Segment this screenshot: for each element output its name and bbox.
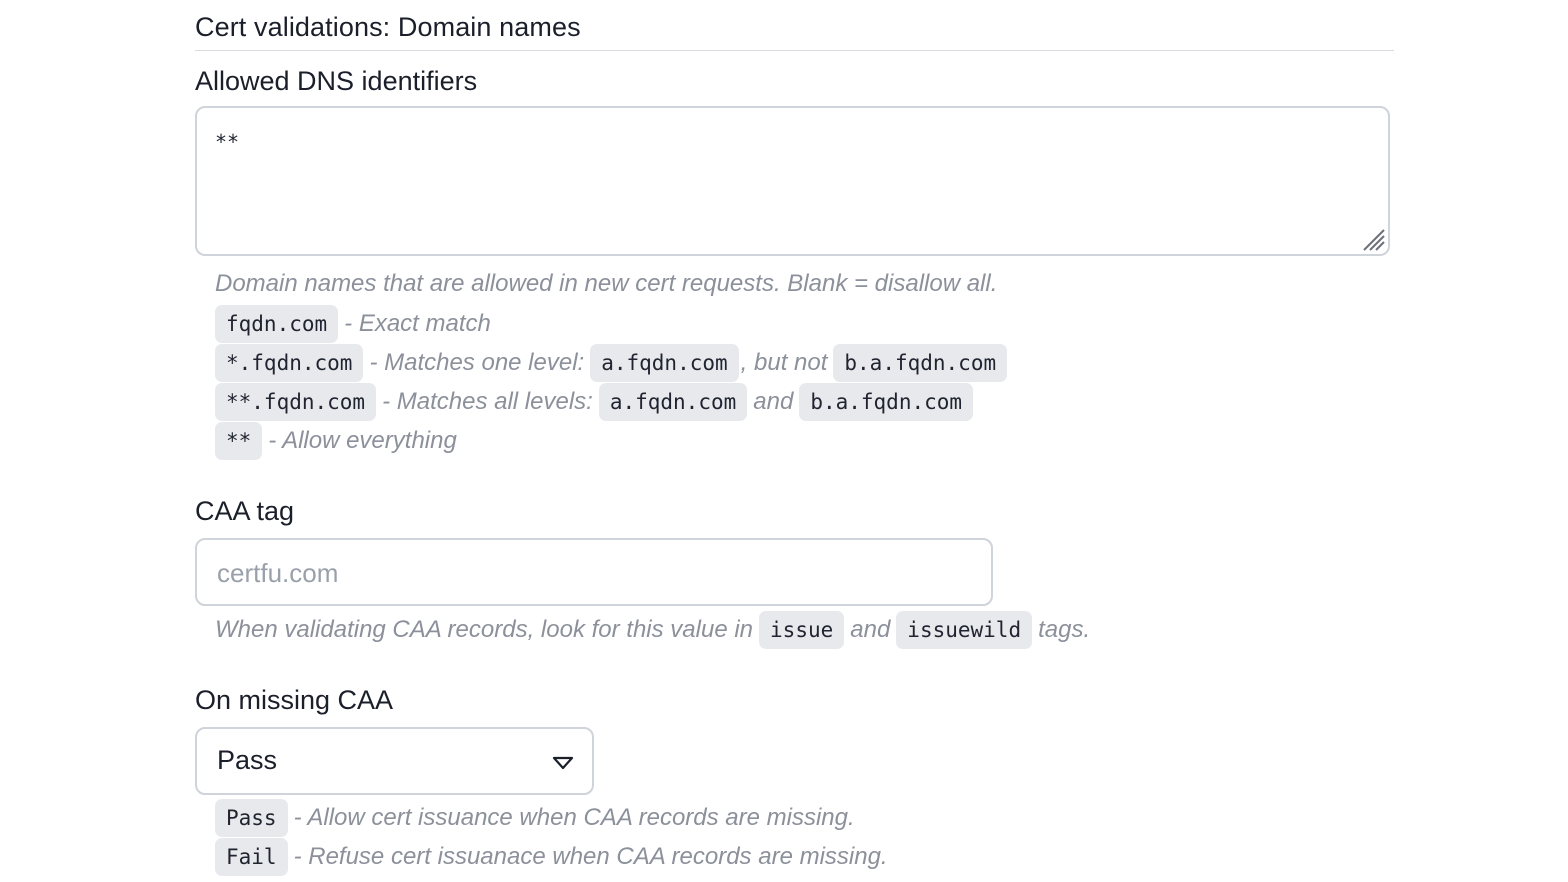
code-snippet: Fail xyxy=(215,838,288,876)
example-desc: - Matches all levels: xyxy=(382,388,593,415)
resize-handle-icon[interactable] xyxy=(1358,224,1386,252)
missing-caa-label: On missing CAA xyxy=(195,685,394,715)
section-divider xyxy=(195,50,1394,51)
option-desc: - Refuse cert issuanace when CAA records are missing. xyxy=(293,843,888,870)
example-desc: - Allow everything xyxy=(268,427,457,454)
example-desc: - Exact match xyxy=(344,310,491,337)
code-snippet: *.fqdn.com xyxy=(215,344,363,382)
caa-tag-input[interactable] xyxy=(215,540,979,606)
code-snippet: issue xyxy=(759,611,844,649)
code-snippet: b.a.fqdn.com xyxy=(799,383,973,421)
caa-help-text: and xyxy=(850,616,891,643)
code-snippet: issuewild xyxy=(896,611,1032,649)
code-snippet: ** xyxy=(215,422,262,460)
missing-caa-option-help xyxy=(215,838,894,876)
code-snippet: a.fqdn.com xyxy=(599,383,747,421)
code-snippet: Pass xyxy=(215,799,288,837)
missing-caa-selected-value: Pass xyxy=(217,745,278,775)
caa-help-row xyxy=(215,611,1096,649)
missing-caa-select[interactable] xyxy=(195,727,594,795)
dns-example-row xyxy=(215,383,973,421)
dns-identifiers-label: Allowed DNS identifiers xyxy=(195,66,478,96)
caa-help-text: When validating CAA records, look for this value in xyxy=(215,616,754,643)
caa-tag-field[interactable] xyxy=(195,538,993,606)
example-desc: , but not xyxy=(740,349,828,376)
option-desc: - Allow cert issuance when CAA records are missing. xyxy=(293,804,855,831)
missing-caa-option-help xyxy=(215,799,861,837)
example-desc: and xyxy=(753,388,794,415)
dns-identifiers-textarea[interactable] xyxy=(195,106,1390,256)
code-snippet: a.fqdn.com xyxy=(590,344,738,382)
caa-help-text: tags. xyxy=(1038,616,1091,643)
caa-tag-label: CAA tag xyxy=(195,496,295,526)
section-title: Cert validations: Domain names xyxy=(195,12,581,42)
code-snippet: **.fqdn.com xyxy=(215,383,376,421)
dns-identifiers-value[interactable]: ** xyxy=(215,130,240,154)
code-snippet: b.a.fqdn.com xyxy=(833,344,1007,382)
code-snippet: fqdn.com xyxy=(215,305,338,343)
dns-help-text: Domain names that are allowed in new cert requests. Blank = disallow all. xyxy=(215,270,998,297)
chevron-down-icon xyxy=(552,755,574,771)
dns-example-row xyxy=(215,422,463,460)
example-desc: - Matches one level: xyxy=(369,349,585,376)
dns-example-row xyxy=(215,344,1007,382)
dns-example-row xyxy=(215,305,497,343)
